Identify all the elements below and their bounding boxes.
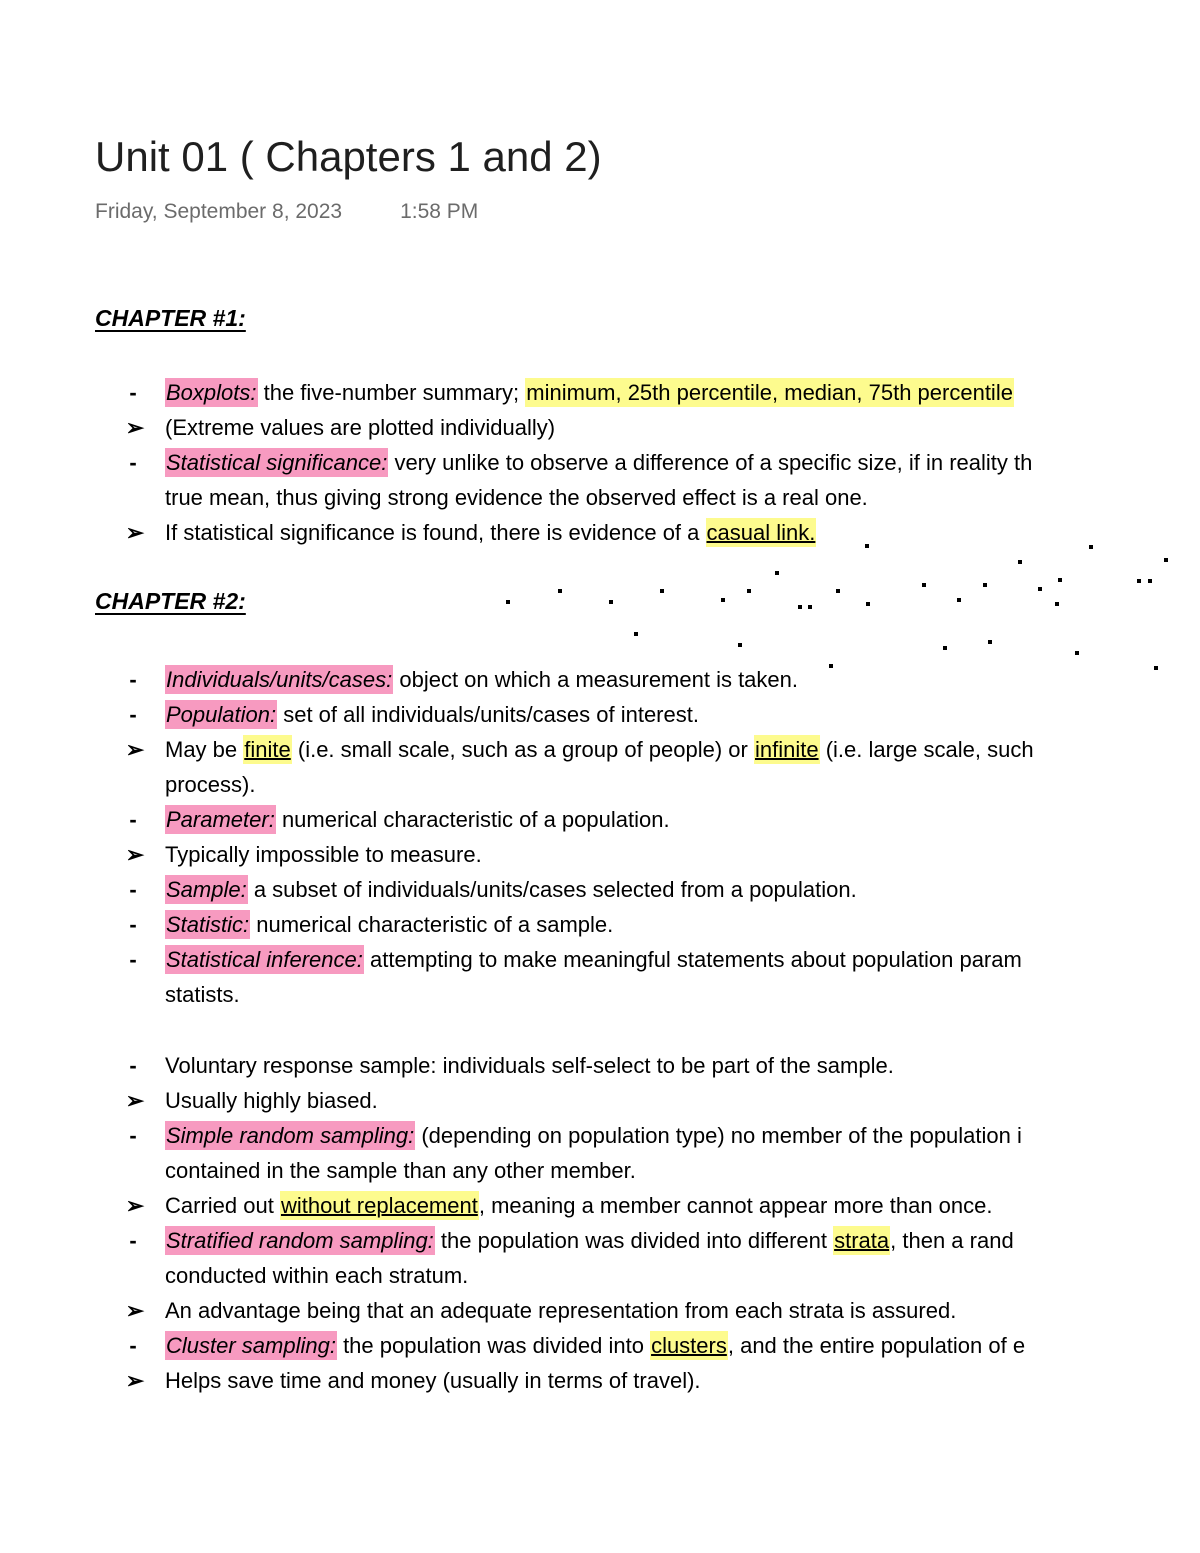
note-text: (i.e. large scale, such	[819, 737, 1034, 762]
term-highlight: Sample:	[166, 877, 247, 902]
term-highlight: Simple random sampling:	[166, 1123, 415, 1148]
definition-text: a subset of individuals/units/cases selected from a population.	[247, 877, 857, 902]
page-date: Friday, September 8, 2023	[95, 200, 343, 223]
term-highlight: Population:	[166, 702, 277, 727]
page-title: Unit 01 ( Chapters 1 and 2)	[95, 133, 602, 180]
note-text: , meaning a member cannot appear more than once.	[478, 1193, 993, 1218]
arrow-bullet-icon: ➢	[125, 520, 145, 545]
definition-text: contained in the sample than any other member.	[165, 1158, 636, 1183]
definition-text: set of all individuals/units/cases of interest.	[277, 702, 699, 727]
dash-bullet: -	[129, 1228, 137, 1253]
arrow-bullet-icon: ➢	[125, 1368, 145, 1393]
dash-bullet: -	[129, 877, 137, 902]
arrow-bullet-icon: ➢	[125, 1193, 145, 1218]
term-highlight: Parameter:	[166, 807, 275, 832]
definition-text: the population was divided into different	[434, 1228, 834, 1253]
dash-bullet: -	[129, 947, 137, 972]
term-highlight: Statistical inference:	[166, 947, 363, 972]
yellow-highlight: finite	[244, 737, 291, 762]
term-highlight: Boxplots:	[166, 380, 257, 405]
dash-bullet: -	[129, 1123, 137, 1148]
yellow-highlight: casual link.	[706, 520, 816, 545]
note-text: (Extreme values are plotted individually)	[165, 415, 556, 440]
dash-bullet: -	[129, 912, 137, 937]
dash-bullet: -	[129, 450, 137, 475]
definition-text: numerical characteristic of a population.	[275, 807, 670, 832]
note-text: If statistical significance is found, there is evidence of a	[165, 520, 706, 545]
definition-text: (depending on population type) no member of the population i	[415, 1123, 1022, 1148]
note-text: process).	[165, 772, 256, 797]
yellow-highlight: without replacement	[280, 1193, 478, 1218]
definition-text: conducted within each stratum.	[165, 1263, 469, 1288]
term-highlight: Statistic:	[166, 912, 250, 937]
definition-text: , and the entire population of e	[727, 1333, 1026, 1358]
note-text: May be	[165, 737, 244, 762]
term-highlight: Cluster sampling:	[166, 1333, 336, 1358]
chapter-2-heading: CHAPTER #2:	[95, 588, 246, 614]
note-text: Usually highly biased.	[165, 1088, 378, 1113]
arrow-bullet-icon: ➢	[125, 1088, 145, 1113]
definition-text: true mean, thus giving strong evidence the observed effect is a real one.	[165, 485, 868, 510]
term-highlight: Statistical significance:	[166, 450, 388, 475]
term-highlight: Stratified random sampling:	[166, 1228, 434, 1253]
note-text: An advantage being that an adequate representation from each strata is assured.	[165, 1298, 957, 1323]
note-text: Typically impossible to measure.	[165, 842, 482, 867]
term-highlight: Individuals/units/cases:	[166, 667, 393, 692]
note-text: Helps save time and money (usually in terms of travel).	[165, 1368, 701, 1393]
definition-text: numerical characteristic of a sample.	[250, 912, 614, 937]
arrow-bullet-icon: ➢	[125, 737, 145, 762]
yellow-highlight: clusters	[651, 1333, 727, 1358]
note-text: Carried out	[165, 1193, 280, 1218]
definition-text: the population was divided into	[336, 1333, 651, 1358]
arrow-bullet-icon: ➢	[125, 842, 145, 867]
dash-bullet: -	[129, 1053, 137, 1078]
yellow-highlight: strata	[834, 1228, 890, 1253]
page-timestamp	[95, 200, 478, 224]
dash-bullet: -	[129, 702, 137, 727]
yellow-highlight: minimum, 25th percentile, median, 75th percentile	[526, 380, 1013, 405]
page-time: 1:58 PM	[400, 200, 479, 223]
arrow-bullet-icon: ➢	[125, 1298, 145, 1323]
definition-text: statists.	[165, 982, 240, 1007]
dash-bullet: -	[129, 807, 137, 832]
definition-text: very unlike to observe a difference of a specific size, if in reality th	[388, 450, 1033, 475]
chapter-1-heading: CHAPTER #1:	[95, 305, 246, 331]
dash-bullet: -	[129, 380, 137, 405]
yellow-highlight: infinite	[754, 737, 819, 762]
definition-text: Voluntary response sample: individuals self-select to be part of the sample.	[165, 1053, 894, 1078]
note-text: (i.e. small scale, such as a group of people) or	[291, 737, 754, 762]
definition-text: , then a rand	[890, 1228, 1014, 1253]
definition-text: attempting to make meaningful statements about population param	[363, 947, 1022, 972]
arrow-bullet-icon: ➢	[125, 415, 145, 440]
dash-bullet: -	[129, 667, 137, 692]
definition-text: the five-number summary;	[257, 380, 526, 405]
definition-text: object on which a measurement is taken.	[393, 667, 798, 692]
dash-bullet: -	[129, 1333, 137, 1358]
